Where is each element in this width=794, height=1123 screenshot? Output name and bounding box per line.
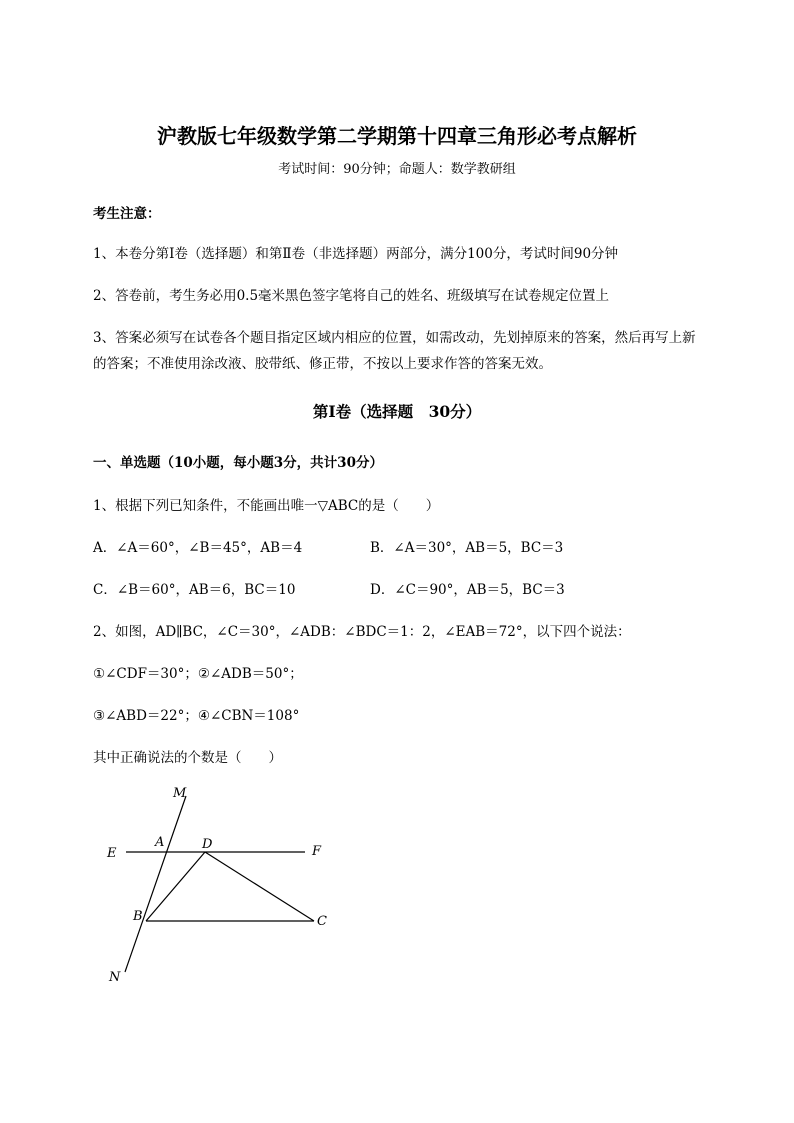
notice-item-2: 2、答卷前，考生务必用0.5毫米黑色签字笔将自己的姓名、班级填写在试卷规定位置上 xyxy=(93,288,610,304)
part1-heading: 一、单选题（10小题，每小题3分，共计30分） xyxy=(93,455,383,471)
label-b: B xyxy=(133,909,143,924)
q1-option-c: C．∠B＝60°，AB＝6，BC＝10 xyxy=(93,582,296,598)
label-c: C xyxy=(317,914,327,929)
q1-option-b: B．∠A＝30°，AB＝5，BC＝3 xyxy=(370,540,564,556)
label-e: E xyxy=(107,846,117,861)
label-n: N xyxy=(109,970,121,985)
q2-claims-line-1: ①∠CDF＝30°；②∠ADB＝50°； xyxy=(93,666,303,682)
q1-option-d: D．∠C＝90°，AB＝5，BC＝3 xyxy=(370,582,565,598)
notice-heading: 考生注意： xyxy=(93,206,161,222)
q1-stem: 1、根据下列已知条件，不能画出唯一▽ABC的是（ ） xyxy=(93,498,440,514)
q1-option-a: A．∠A＝60°，∠B＝45°，AB＝4 xyxy=(93,540,303,556)
section-title: 第I卷（选择题 30分） xyxy=(312,402,482,421)
notice-item-1: 1、本卷分第I卷（选择题）和第Ⅱ卷（非选择题）两部分，满分100分，考试时间90分钟 xyxy=(93,246,619,262)
notice-item-3-line-2: 的答案；不准使用涂改液、胶带纸、修正带，不按以上要求作答的答案无效。 xyxy=(93,356,552,372)
page-title: 沪教版七年级数学第二学期第十四章三角形必考点解析 xyxy=(157,124,637,148)
label-d: D xyxy=(202,837,213,852)
label-f: F xyxy=(312,844,322,859)
exam-subtitle: 考试时间：90分钟；命题人：数学教研组 xyxy=(278,162,516,177)
q2-question: 其中正确说法的个数是（ ） xyxy=(93,750,282,766)
label-m: M xyxy=(173,786,187,801)
notice-item-3-line-1: 3、答案必须写在试卷各个题目指定区域内相应的位置，如需改动，先划掉原来的答案，然后再写上新 xyxy=(93,330,696,346)
segment-dc xyxy=(205,852,314,921)
q2-claims-line-2: ③∠ABD＝22°；④∠CBN＝108° xyxy=(93,708,300,724)
q2-stem: 2、如图，AD∥BC，∠C＝30°，∠ADB：∠BDC＝1：2，∠EAB＝72°，以下四个说法： xyxy=(93,624,631,640)
label-a: A xyxy=(155,835,165,850)
